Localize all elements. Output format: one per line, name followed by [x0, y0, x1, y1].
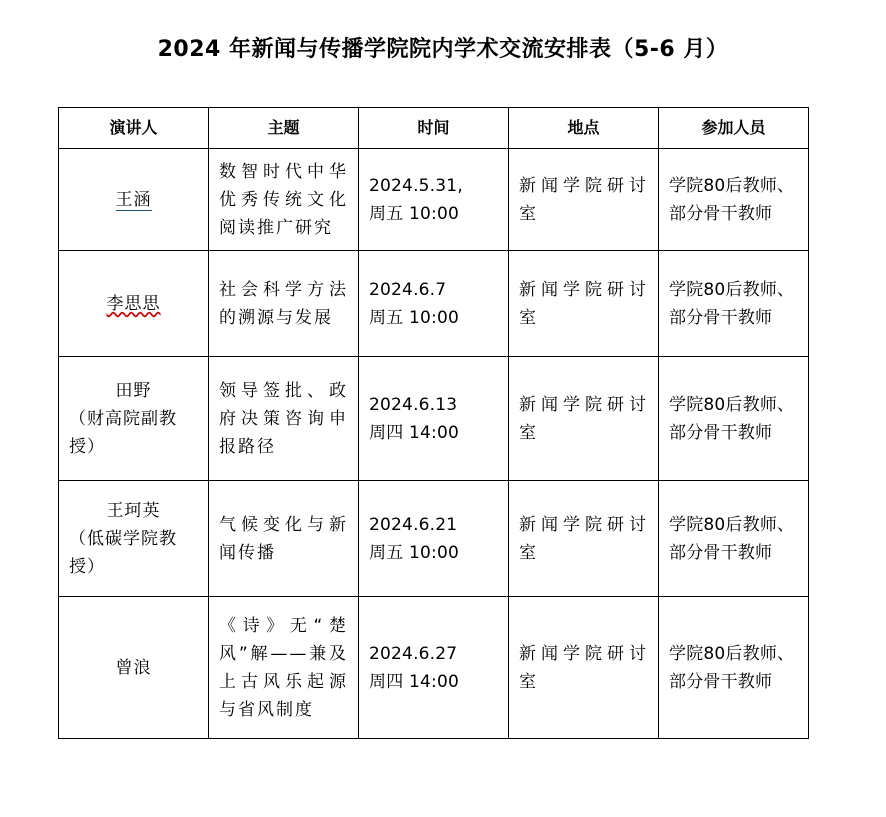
speaker-cell	[59, 251, 209, 357]
schedule-table	[58, 107, 809, 739]
speaker-name: 李思思	[106, 293, 161, 314]
speaker-affiliation: （低碳学院教授）	[69, 528, 177, 577]
time-cell	[359, 597, 509, 739]
topic-cell: 气候变化与新闻传播	[209, 481, 359, 597]
header-place: 地点	[509, 108, 659, 149]
time-cell	[359, 357, 509, 481]
table-row	[59, 597, 809, 739]
speaker-name: 曾浪	[115, 657, 152, 678]
topic-cell: 《诗》无“楚风”解——兼及上古风乐起源与省风制度	[209, 597, 359, 739]
speaker-cell	[59, 357, 209, 481]
speaker-cell	[59, 149, 209, 251]
weekday-time-text: 周四 14:00	[369, 671, 459, 692]
speaker-name: 王涵	[115, 189, 152, 210]
topic-cell: 领导签批、政府决策咨询申报路径	[209, 357, 359, 481]
attendees-cell: 学院80后教师、部分骨干教师	[659, 597, 809, 739]
date-text: 2024.6.21	[369, 514, 458, 535]
topic-cell: 数智时代中华优秀传统文化阅读推广研究	[209, 149, 359, 251]
table-row	[59, 357, 809, 481]
document-title: 2024 年新闻与传播学院院内学术交流安排表（5-6 月）	[157, 37, 729, 62]
table-row	[59, 481, 809, 597]
header-topic: 主题	[209, 108, 359, 149]
table-row	[59, 149, 809, 251]
time-cell	[359, 251, 509, 357]
time-cell	[359, 481, 509, 597]
weekday-time-text: 周五 10:00	[369, 203, 459, 224]
speaker-cell	[59, 597, 209, 739]
place-cell: 新闻学院研讨室	[509, 251, 659, 357]
table-header-row	[59, 108, 809, 149]
speaker-cell	[59, 481, 209, 597]
date-text: 2024.6.27	[369, 643, 458, 664]
date-text: 2024.6.13	[369, 394, 458, 415]
place-cell: 新闻学院研讨室	[509, 481, 659, 597]
header-attendees: 参加人员	[659, 108, 809, 149]
weekday-time-text: 周五 10:00	[369, 542, 459, 563]
speaker-affiliation: （财高院副教授）	[69, 408, 177, 457]
header-time: 时间	[359, 108, 509, 149]
date-text: 2024.6.7	[369, 279, 447, 300]
attendees-cell: 学院80后教师、部分骨干教师	[659, 149, 809, 251]
place-cell: 新闻学院研讨室	[509, 597, 659, 739]
attendees-cell: 学院80后教师、部分骨干教师	[659, 357, 809, 481]
weekday-time-text: 周四 14:00	[369, 422, 459, 443]
attendees-cell: 学院80后教师、部分骨干教师	[659, 251, 809, 357]
speaker-name: 田野	[115, 380, 152, 401]
place-cell: 新闻学院研讨室	[509, 357, 659, 481]
header-speaker: 演讲人	[59, 108, 209, 149]
topic-cell: 社会科学方法的溯源与发展	[209, 251, 359, 357]
attendees-cell: 学院80后教师、部分骨干教师	[659, 481, 809, 597]
table-row	[59, 251, 809, 357]
place-cell: 新闻学院研讨室	[509, 149, 659, 251]
speaker-name: 王珂英	[106, 500, 161, 521]
time-cell	[359, 149, 509, 251]
date-text: 2024.5.31,	[369, 175, 463, 196]
weekday-time-text: 周五 10:00	[369, 307, 459, 328]
